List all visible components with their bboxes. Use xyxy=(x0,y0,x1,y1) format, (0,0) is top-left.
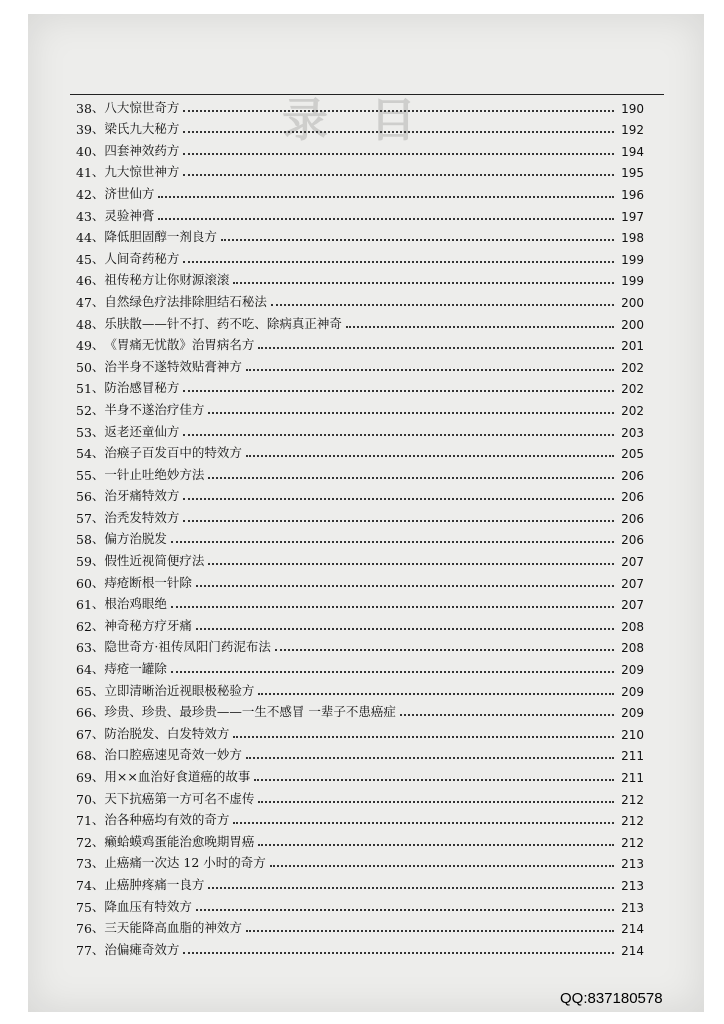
toc-entry xyxy=(76,159,644,181)
toc-entry-number: 40 xyxy=(76,143,92,159)
toc-entry xyxy=(76,785,644,807)
toc-entry xyxy=(76,267,644,289)
toc-entry-separator: 、 xyxy=(91,509,105,525)
toc-entry-number: 47 xyxy=(76,294,92,310)
toc-entry-number: 53 xyxy=(76,424,92,440)
dot-leader xyxy=(196,909,614,911)
toc-entry-number: 59 xyxy=(76,554,92,570)
toc-entry-separator: 、 xyxy=(91,617,105,633)
dot-leader xyxy=(208,412,614,414)
toc-entry-number: 67 xyxy=(76,726,92,742)
toc-entry-title: 立即清晰治近视眼极秘验方 xyxy=(104,682,255,698)
toc-entry-title: 祖传秘方让你财源滚滚 xyxy=(104,272,230,288)
toc-entry-number: 52 xyxy=(76,402,92,418)
toc-entry xyxy=(76,180,644,202)
dot-leader xyxy=(158,196,614,198)
toc-entry-separator: 、 xyxy=(91,682,105,698)
toc-entry xyxy=(76,526,644,548)
toc-entry xyxy=(76,137,644,159)
toc-entry-number: 70 xyxy=(76,791,92,807)
dot-leader xyxy=(246,455,614,457)
toc-entry-number: 43 xyxy=(76,208,92,224)
toc-entry xyxy=(76,720,644,742)
toc-entry-title: 根治鸡眼绝 xyxy=(104,596,167,612)
toc-entry-number: 42 xyxy=(76,186,92,202)
toc-entry xyxy=(76,461,644,483)
toc-entry-separator: 、 xyxy=(91,553,105,569)
toc-entry-page: 202 xyxy=(621,403,644,418)
dot-leader xyxy=(171,671,614,673)
toc-entry-page: 194 xyxy=(621,144,644,159)
dot-leader xyxy=(246,369,614,371)
toc-entry-title: 治半身不遂特效贴膏神方 xyxy=(104,358,242,374)
toc-entry-page: 213 xyxy=(621,857,644,872)
toc-entry-separator: 、 xyxy=(91,185,105,201)
toc-entry xyxy=(76,807,644,829)
dot-leader xyxy=(258,347,614,349)
toc-entry xyxy=(76,245,644,267)
toc-entry-page: 202 xyxy=(621,382,644,397)
toc-entry-title: 三天能降高血脂的神效方 xyxy=(104,920,242,936)
toc-entry-separator: 、 xyxy=(91,639,105,655)
toc-entry-number: 57 xyxy=(76,510,92,526)
toc-entry-number: 44 xyxy=(76,230,92,246)
dot-leader xyxy=(254,779,614,781)
toc-entry-page: 207 xyxy=(621,598,644,613)
dot-leader xyxy=(183,261,614,263)
toc-entry-page: 212 xyxy=(621,814,644,829)
toc-entry-separator: 、 xyxy=(91,315,105,331)
toc-entry xyxy=(76,915,644,937)
toc-entry-separator: 、 xyxy=(91,358,105,374)
toc-entry-separator: 、 xyxy=(91,725,105,741)
toc-entry xyxy=(76,310,644,332)
toc-entry-separator: 、 xyxy=(91,207,105,223)
toc-entry-page: 209 xyxy=(621,663,644,678)
toc-entry-number: 39 xyxy=(76,122,92,138)
toc-entry-page: 214 xyxy=(621,922,644,937)
dot-leader xyxy=(208,887,614,889)
toc-entry-page: 206 xyxy=(621,511,644,526)
toc-entry-number: 58 xyxy=(76,532,92,548)
show-through-char-2: 目 xyxy=(370,93,416,147)
toc-entry-number: 50 xyxy=(76,359,92,375)
toc-entry-title: 治秃发特效方 xyxy=(104,509,180,525)
toc-entry-title: 治瘊子百发百中的特效方 xyxy=(104,445,242,461)
dot-leader xyxy=(270,865,614,867)
toc-entry-number: 62 xyxy=(76,618,92,634)
toc-entry xyxy=(76,936,644,958)
toc-entry-title: 假性近视简便疗法 xyxy=(104,553,205,569)
toc-entry-separator: 、 xyxy=(91,229,105,245)
toc-entry-separator: 、 xyxy=(91,531,105,547)
toc-entry-title: 四套神效药方 xyxy=(104,142,180,158)
dot-leader xyxy=(196,628,614,630)
toc-entry-title: 珍贵、珍贵、最珍贵——一生不感冒 一辈子不患癌症 xyxy=(104,704,396,720)
toc-entry-title: 治牙痛特效方 xyxy=(104,488,180,504)
toc-entry xyxy=(76,332,644,354)
toc-entry-page: 208 xyxy=(621,641,644,656)
table-of-contents xyxy=(76,94,644,958)
toc-entry-number: 65 xyxy=(76,683,92,699)
toc-entry-number: 49 xyxy=(76,338,92,354)
toc-entry-number: 69 xyxy=(76,770,92,785)
toc-entry xyxy=(76,569,644,591)
toc-entry-title: 降血压有特效方 xyxy=(104,898,192,914)
toc-entry-page: 200 xyxy=(621,317,644,332)
toc-entry xyxy=(76,871,644,893)
dot-leader xyxy=(183,131,614,133)
toc-entry-page: 207 xyxy=(621,555,644,570)
toc-entry-title: 九大惊世神方 xyxy=(104,164,180,180)
toc-entry xyxy=(76,353,644,375)
dot-leader xyxy=(171,606,614,608)
toc-entry-title: 半身不遂治疗佳方 xyxy=(104,401,205,417)
toc-entry-title: 痔疮断根一针除 xyxy=(104,574,192,590)
toc-entry xyxy=(76,763,644,785)
toc-entry-page: 210 xyxy=(621,727,644,742)
dot-leader xyxy=(183,952,614,954)
toc-entry xyxy=(76,634,644,656)
toc-entry xyxy=(76,202,644,224)
toc-entry xyxy=(76,655,644,677)
dot-leader xyxy=(208,563,614,565)
toc-entry-number: 51 xyxy=(76,381,92,397)
toc-entry-number: 41 xyxy=(76,165,92,181)
dot-leader xyxy=(346,326,614,328)
toc-entry-page: 212 xyxy=(621,835,644,850)
toc-entry-title: 痔疮一罐除 xyxy=(104,661,167,677)
toc-entry-title: 治偏瘫奇效方 xyxy=(104,941,180,957)
toc-entry-separator: 、 xyxy=(91,596,105,612)
toc-entry xyxy=(76,116,644,138)
toc-entry-page: 200 xyxy=(621,295,644,310)
toc-entry-title: 用××血治好食道癌的故事 xyxy=(104,769,251,784)
dot-leader xyxy=(183,434,614,436)
toc-entry-title: 止癌肿疼痛一良方 xyxy=(104,876,205,892)
toc-entry-separator: 、 xyxy=(91,337,105,353)
dot-leader xyxy=(246,930,614,932)
dot-leader xyxy=(246,757,614,759)
toc-entry-separator: 、 xyxy=(91,747,105,763)
toc-entry-separator: 、 xyxy=(91,876,105,892)
toc-entry-page: 199 xyxy=(621,252,644,267)
toc-entry-number: 71 xyxy=(76,813,92,829)
toc-entry-separator: 、 xyxy=(91,812,105,828)
toc-entry xyxy=(76,612,644,634)
toc-entry-number: 61 xyxy=(76,597,92,613)
dot-leader xyxy=(183,498,614,500)
toc-entry-number: 63 xyxy=(76,640,92,656)
toc-entry-title: 天下抗癌第一方可名不虚传 xyxy=(104,790,255,806)
toc-entry-number: 46 xyxy=(76,273,92,289)
toc-entry-page: 205 xyxy=(621,447,644,462)
toc-entry-number: 60 xyxy=(76,575,92,591)
toc-entry-separator: 、 xyxy=(91,941,105,957)
dot-leader xyxy=(183,520,614,522)
toc-entry-separator: 、 xyxy=(91,855,105,871)
toc-entry-title: 隐世奇方·祖传凤阳门药泥布法 xyxy=(104,639,271,655)
toc-entry-separator: 、 xyxy=(91,142,105,158)
toc-entry-page: 208 xyxy=(621,619,644,634)
toc-entry-number: 66 xyxy=(76,705,92,721)
toc-entry xyxy=(76,677,644,699)
toc-entry-title: 降低胆固醇一剂良方 xyxy=(104,229,217,245)
toc-entry-title: 自然绿色疗法排除胆结石秘法 xyxy=(104,293,267,309)
dot-leader xyxy=(196,585,614,587)
toc-entry-separator: 、 xyxy=(91,445,105,461)
toc-entry xyxy=(76,375,644,397)
qq-watermark: QQ:837180578 xyxy=(560,990,663,1007)
toc-entry-number: 56 xyxy=(76,489,92,505)
toc-entry xyxy=(76,94,644,116)
toc-entry-separator: 、 xyxy=(91,488,105,504)
toc-entry-page: 192 xyxy=(621,123,644,138)
toc-entry xyxy=(76,396,644,418)
toc-entry-page: 209 xyxy=(621,706,644,721)
toc-entry-page: 198 xyxy=(621,231,644,246)
toc-entry-number: 48 xyxy=(76,316,92,332)
toc-entry-page: 211 xyxy=(621,749,644,764)
toc-entry-title: 乐肤散——针不打、药不吃、除病真正神奇 xyxy=(104,315,342,331)
toc-entry-separator: 、 xyxy=(91,898,105,914)
toc-entry-title: 济世仙方 xyxy=(104,185,155,201)
toc-entry-title: 一针止吐绝妙方法 xyxy=(104,466,205,482)
dot-leader xyxy=(183,390,614,392)
toc-entry-page: 212 xyxy=(621,792,644,807)
dot-leader xyxy=(275,649,614,651)
toc-entry-page: 209 xyxy=(621,684,644,699)
toc-entry-separator: 、 xyxy=(91,99,105,115)
toc-entry-page: 201 xyxy=(621,339,644,354)
toc-entry-number: 68 xyxy=(76,748,92,764)
toc-entry-title: 灵验神膏 xyxy=(104,207,155,223)
toc-entry-page: 213 xyxy=(621,878,644,893)
toc-entry-number: 72 xyxy=(76,834,92,850)
toc-entry-title: 治各种癌均有效的奇方 xyxy=(104,812,230,828)
toc-entry-separator: 、 xyxy=(91,790,105,806)
dot-leader xyxy=(183,174,614,176)
toc-entry-separator: 、 xyxy=(91,423,105,439)
toc-entry-title: 神奇秘方疗牙痛 xyxy=(104,617,192,633)
toc-entry-separator: 、 xyxy=(91,272,105,288)
toc-entry xyxy=(76,742,644,764)
dot-leader xyxy=(183,153,614,155)
toc-entry-title: 梁氏九大秘方 xyxy=(104,121,180,137)
toc-entry-page: 206 xyxy=(621,533,644,548)
toc-entry-page: 202 xyxy=(621,360,644,375)
dot-leader xyxy=(221,239,614,241)
toc-entry-number: 54 xyxy=(76,446,92,462)
toc-entry-number: 76 xyxy=(76,921,92,937)
dot-leader xyxy=(258,801,614,803)
dot-leader xyxy=(233,282,614,284)
toc-entry-page: 195 xyxy=(621,166,644,181)
dot-leader xyxy=(258,844,614,846)
toc-entry-title: 止癌痛一次达 12 小时的奇方 xyxy=(104,855,266,871)
toc-entry-page: 214 xyxy=(621,943,644,958)
toc-entry-page: 206 xyxy=(621,490,644,505)
toc-entry-title: 八大惊世奇方 xyxy=(104,99,180,115)
toc-entry-number: 74 xyxy=(76,877,92,893)
toc-entry-separator: 、 xyxy=(91,833,105,849)
toc-entry-page: 203 xyxy=(621,425,644,440)
dot-leader xyxy=(271,304,614,306)
toc-entry-page: 207 xyxy=(621,576,644,591)
toc-entry xyxy=(76,504,644,526)
toc-entry-separator: 、 xyxy=(91,661,105,677)
toc-entry-number: 55 xyxy=(76,467,92,483)
toc-entry-separator: 、 xyxy=(91,401,105,417)
toc-entry-page: 211 xyxy=(621,771,644,785)
toc-entry-page: 206 xyxy=(621,468,644,483)
toc-entry xyxy=(76,591,644,613)
toc-entry-title: 癞蛤蟆鸡蛋能治愈晚期胃癌 xyxy=(104,833,255,849)
toc-entry-title: 返老还童仙方 xyxy=(104,423,180,439)
toc-entry-separator: 、 xyxy=(91,121,105,137)
toc-entry-number: 45 xyxy=(76,251,92,267)
toc-entry-separator: 、 xyxy=(91,769,105,784)
toc-entry-separator: 、 xyxy=(91,164,105,180)
dot-leader xyxy=(183,110,614,112)
toc-entry-separator: 、 xyxy=(91,574,105,590)
dot-leader xyxy=(258,693,614,695)
toc-entry xyxy=(76,483,644,505)
toc-entry xyxy=(76,224,644,246)
toc-entry-title: 防治感冒秘方 xyxy=(104,380,180,396)
dot-leader xyxy=(233,736,614,738)
toc-entry xyxy=(76,547,644,569)
dot-leader xyxy=(208,477,614,479)
toc-entry-separator: 、 xyxy=(91,293,105,309)
toc-entry-number: 75 xyxy=(76,899,92,915)
toc-entry xyxy=(76,440,644,462)
toc-entry-title: 《胃痛无忧散》治胃病名方 xyxy=(104,337,255,353)
toc-entry-title: 偏方治脱发 xyxy=(104,531,167,547)
toc-entry-title: 防治脱发、白发特效方 xyxy=(104,725,230,741)
toc-entry xyxy=(76,288,644,310)
show-through-char-1: 录 xyxy=(282,93,328,147)
dot-leader xyxy=(233,822,614,824)
toc-entry-number: 73 xyxy=(76,856,92,872)
toc-entry-page: 199 xyxy=(621,274,644,289)
dot-leader xyxy=(158,218,614,220)
toc-entry-separator: 、 xyxy=(91,250,105,266)
toc-entry-page: 196 xyxy=(621,187,644,202)
toc-entry-separator: 、 xyxy=(91,704,105,720)
toc-entry-title: 治口腔癌速见奇效一妙方 xyxy=(104,747,242,763)
dot-leader xyxy=(171,541,614,543)
dot-leader xyxy=(400,714,614,716)
toc-entry-number: 77 xyxy=(76,942,92,958)
toc-entry xyxy=(76,828,644,850)
toc-entry xyxy=(76,850,644,872)
toc-entry-number: 64 xyxy=(76,662,92,678)
toc-entry-separator: 、 xyxy=(91,466,105,482)
toc-entry-number: 38 xyxy=(76,100,92,116)
toc-entry-separator: 、 xyxy=(91,920,105,936)
toc-entry xyxy=(76,418,644,440)
toc-entry xyxy=(76,893,644,915)
toc-entry xyxy=(76,699,644,721)
toc-entry-page: 213 xyxy=(621,900,644,915)
toc-entry-separator: 、 xyxy=(91,380,105,396)
toc-entry-page: 190 xyxy=(621,101,644,116)
toc-entry-title: 人间奇药秘方 xyxy=(104,250,180,266)
toc-entry-page: 197 xyxy=(621,209,644,224)
